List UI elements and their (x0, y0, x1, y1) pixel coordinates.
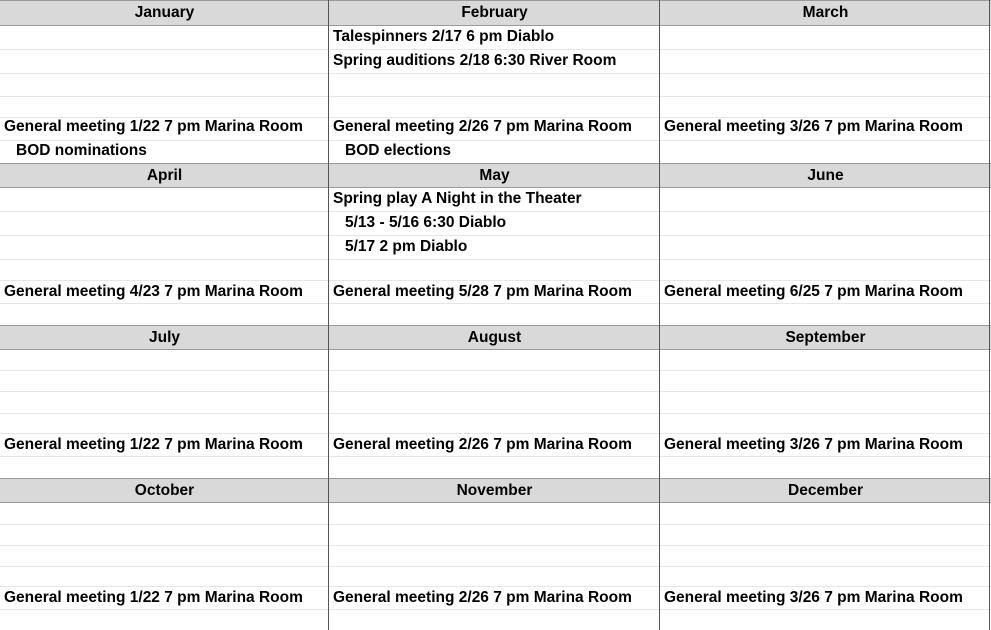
row-gridline (0, 211, 991, 212)
event-line[interactable]: 5/13 - 5/16 6:30 Diablo (345, 214, 507, 231)
general-meeting-cell[interactable]: General meeting 2/26 7 pm Marina Room (333, 589, 632, 606)
meeting-note[interactable]: BOD nominations (16, 142, 147, 159)
month-header-march[interactable]: March (802, 4, 849, 21)
general-meeting-cell[interactable]: General meeting 3/26 7 pm Marina Room (664, 589, 963, 606)
general-meeting-cell[interactable]: General meeting 2/26 7 pm Marina Room (333, 118, 632, 135)
month-header-row (0, 163, 991, 188)
row-gridline (0, 391, 991, 392)
general-meeting-cell[interactable]: General meeting 4/23 7 pm Marina Room (4, 283, 303, 300)
general-meeting-cell[interactable]: General meeting 1/22 7 pm Marina Room (4, 118, 303, 135)
row-gridline (0, 96, 991, 97)
general-meeting-cell[interactable]: General meeting 5/28 7 pm Marina Room (333, 283, 632, 300)
meeting-note[interactable]: BOD elections (345, 142, 451, 159)
row-gridline (0, 456, 991, 457)
general-meeting-cell[interactable]: General meeting 2/26 7 pm Marina Room (333, 436, 632, 453)
general-meeting-cell[interactable]: General meeting 3/26 7 pm Marina Room (664, 118, 963, 135)
month-header-april[interactable]: April (146, 166, 183, 184)
general-meeting-cell[interactable]: General meeting 6/25 7 pm Marina Room (664, 283, 963, 300)
month-header-october[interactable]: October (134, 481, 195, 499)
row-gridline (0, 566, 991, 567)
event-line[interactable]: Spring play A Night in the Theater (333, 190, 582, 207)
row-gridline (0, 609, 991, 610)
month-header-january[interactable]: January (134, 4, 195, 21)
row-gridline (0, 280, 991, 281)
month-header-row (0, 0, 991, 26)
month-header-row (0, 478, 991, 503)
general-meeting-cell[interactable]: General meeting 3/26 7 pm Marina Room (664, 436, 963, 453)
row-gridline (0, 259, 991, 260)
general-meeting-cell[interactable]: General meeting 1/22 7 pm Marina Room (4, 436, 303, 453)
event-line[interactable]: 5/17 2 pm Diablo (345, 238, 468, 255)
month-header-august[interactable]: August (467, 328, 522, 346)
month-header-december[interactable]: December (788, 481, 863, 499)
row-gridline (0, 73, 991, 74)
month-header-september[interactable]: September (785, 328, 866, 346)
row-gridline (0, 545, 991, 546)
column-border (989, 0, 990, 630)
row-gridline (0, 524, 991, 525)
month-header-may[interactable]: May (479, 166, 510, 184)
row-gridline (0, 370, 991, 371)
event-line[interactable]: Spring auditions 2/18 6:30 River Room (333, 52, 617, 69)
month-header-june[interactable]: June (807, 166, 844, 184)
event-line[interactable]: Talespinners 2/17 6 pm Diablo (333, 28, 555, 45)
column-border (659, 0, 660, 630)
month-header-july[interactable]: July (148, 328, 180, 346)
row-gridline (0, 49, 991, 50)
row-gridline (0, 140, 991, 141)
month-header-february[interactable]: February (461, 4, 528, 21)
row-gridline (0, 413, 991, 414)
column-border (328, 0, 329, 630)
row-gridline (0, 586, 991, 587)
row-gridline (0, 433, 991, 434)
row-gridline (0, 235, 991, 236)
month-header-row (0, 325, 991, 350)
row-gridline (0, 303, 991, 304)
month-header-november[interactable]: November (456, 481, 533, 499)
general-meeting-cell[interactable]: General meeting 1/22 7 pm Marina Room (4, 589, 303, 606)
